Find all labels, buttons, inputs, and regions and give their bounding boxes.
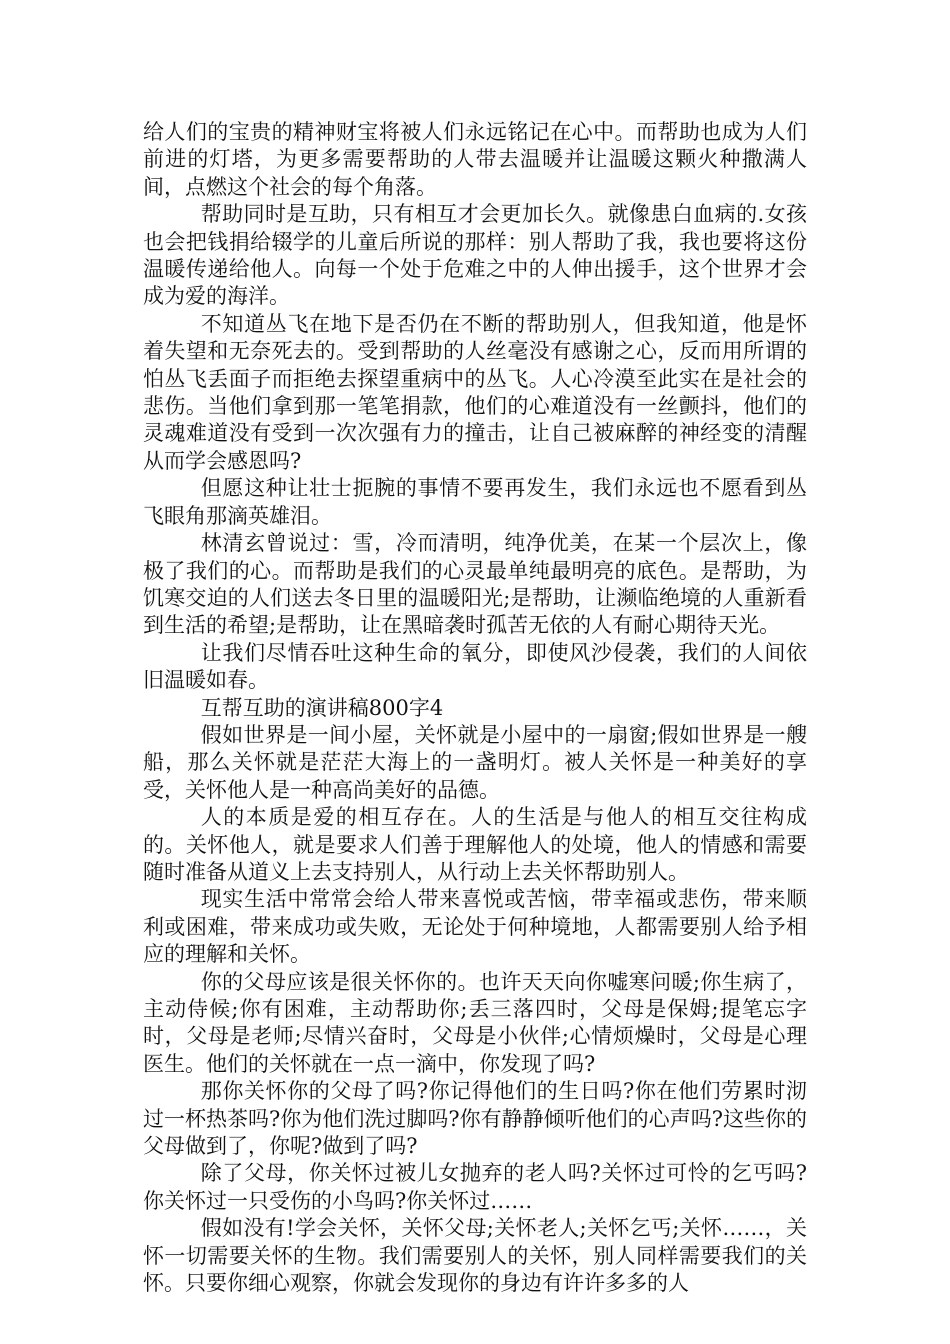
paragraph: 但愿这种让壮士扼腕的事情不要再发生，我们永远也不愿看到丛飞眼角那滴英雄泪。 [143, 476, 807, 528]
paragraph: 让我们尽情吞吐这种生命的氧分，即使风沙侵袭，我们的人间依旧温暖如春。 [143, 640, 807, 693]
paragraph: 除了父母，你关怀过被儿女抛弃的老人吗?关怀过可怜的乞丐吗?你关怀过一只受伤的小鸟吗?你关怀过…… [143, 1161, 807, 1213]
paragraph: 帮助同时是互助，只有相互才会更加长久。就像患白血病的.女孩也会把钱捐给辍学的儿童后所说的那样：别人帮助了我，我也要将这份温暖传递给他人。向每一个处于危难之中的人伸出援手，这个世界才会成为爱的海洋。 [143, 202, 807, 309]
paragraph: 林清玄曾说过：雪，冷而清明，纯净优美，在某一个层次上，像极了我们的心。而帮助是我们的心灵最单纯最明亮的底色。是帮助，为饥寒交迫的人们送去冬日里的温暖阳光;是帮助，让濒临绝境的人重新看到生活的希望;是帮助，让在黑暗袭时孤苦无依的人有耐心期待天光。 [143, 531, 807, 638]
paragraph: 那你关怀你的父母了吗?你记得他们的生日吗?你在他们劳累时沏过一杯热茶吗?你为他们洗过脚吗?你有静静倾听他们的心声吗?这些你的父母做到了，你呢?做到了吗? [143, 1079, 807, 1159]
paragraph: 假如世界是一间小屋，关怀就是小屋中的一扇窗;假如世界是一艘船，那么关怀就是茫茫大海上的一盏明灯。被人关怀是一种美好的享受，关怀他人是一种高尚美好的品德。 [143, 722, 807, 802]
document-body [143, 119, 807, 1297]
paragraph: 人的本质是爱的相互存在。人的生活是与他人的相互交往构成的。关怀他人，就是要求人们善于理解他人的处境，他人的情感和需要随时准备从道义上去支持别人，从行动上去关怀帮助别人。 [143, 805, 807, 884]
paragraph: 给人们的宝贵的精神财宝将被人们永远铭记在心中。而帮助也成为人们前进的灯塔，为更多需要帮助的人带去温暖并让温暖这颗火种撒满人间，点燃这个社会的每个角落。 [143, 120, 807, 199]
paragraph: 现实生活中常常会给人带来喜悦或苦恼，带幸福或悲伤，带来顺利或困难，带来成功或失败，无论处于何种境地，人都需要别人给予相应的理解和关怀。 [143, 887, 807, 967]
paragraph: 不知道丛飞在地下是否仍在不断的帮助别人，但我知道，他是怀着失望和无奈死去的。受到帮助的人丝毫没有感谢之心，反而用所谓的怕丛飞丢面子而拒绝去探望重病中的丛飞。人心冷漠至此实在是社会的悲伤。当他们拿到那一笔笔捐款，他们的心难道没有一丝颤抖，他们的灵魂难道没有受到一次次强有力的撞击，让自己被麻醉的神经变的清醒从而学会感恩吗? [143, 311, 807, 473]
paragraph: 你的父母应该是很关怀你的。也许天天向你嘘寒问暖;你生病了，主动侍候;你有困难，主动帮助你;丢三落四时，父母是保姆;提笔忘字时，父母是老师;尽情兴奋时，父母是小伙伴;心情烦燥时，父母是心理医生。他们的关怀就在一点一滴中，你发现了吗? [143, 969, 807, 1076]
paragraph: 假如没有!学会关怀，关怀父母;关怀老人;关怀乞丐;关怀……，关怀一切需要关怀的生物。我们需要别人的关怀，别人同样需要我们的关怀。只要你细心观察，你就会发现你的身边有许许多多的人 [143, 1216, 807, 1296]
section-heading: 互帮互助的演讲稿800字4 [200, 695, 444, 720]
